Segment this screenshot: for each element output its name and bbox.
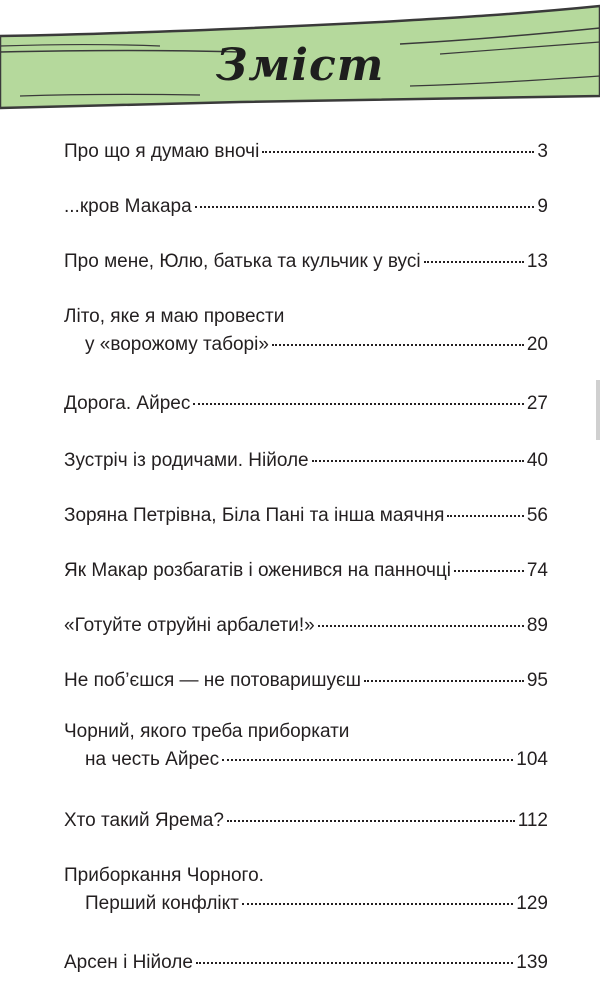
toc-entry-title: Не поб’єшся — не потоваришуєш	[64, 670, 361, 691]
toc-entry[interactable]	[64, 862, 548, 949]
leader-dots	[272, 344, 524, 346]
toc-entry-title: Як Макар розбагатів і оженився на панночці	[64, 560, 451, 581]
toc-page-number: 3	[537, 141, 548, 162]
leader-dots	[364, 680, 524, 682]
toc-entry-title: Зустріч із родичами. Нійоле	[64, 450, 309, 471]
leader-dots	[196, 962, 513, 964]
toc-entry[interactable]	[64, 718, 548, 807]
page-edge	[596, 380, 600, 440]
toc-entry[interactable]	[64, 390, 548, 447]
toc-page-number: 27	[526, 393, 548, 414]
toc-page-number: 95	[526, 670, 548, 691]
toc-page-number: 112	[517, 810, 548, 831]
toc-page-number: 104	[516, 749, 548, 770]
toc-entry[interactable]	[64, 193, 548, 248]
leader-dots	[242, 903, 513, 905]
leader-dots	[193, 403, 524, 405]
toc-entry-title: ...кров Макара	[64, 196, 192, 217]
toc-entry[interactable]	[64, 138, 548, 193]
toc-entry-title-continued: у «ворожому таборі»	[85, 334, 269, 355]
toc-entry-title-continued: на честь Айрес	[85, 749, 220, 770]
toc-entry-title: Зоряна Петрівна, Біла Пані та інша маячня	[64, 505, 445, 526]
toc-entry[interactable]	[64, 949, 548, 989]
toc-page-number: 9	[537, 196, 548, 217]
leader-dots	[222, 759, 513, 761]
toc-entry-title: «Готуйте отруйні арбалети!»	[64, 615, 315, 636]
toc-page-number: 20	[526, 334, 548, 355]
toc-entry-title: Хто такий Ярема?	[64, 810, 224, 831]
toc-page-number: 74	[526, 560, 548, 581]
toc-entry-title: Про що я думаю вночі	[64, 141, 260, 162]
toc-entry-title: Арсен і Нійоле	[64, 952, 193, 973]
toc-page-number: 89	[526, 615, 548, 636]
toc-entry[interactable]	[64, 502, 548, 557]
toc-entry-title: Дорога. Айрес	[64, 393, 191, 414]
toc-page-number: 13	[526, 251, 548, 272]
toc-entry[interactable]	[64, 667, 548, 718]
leader-dots	[318, 625, 524, 627]
toc-entry-title: Приборкання Чорного.	[64, 865, 264, 886]
toc-page-number: 139	[516, 952, 548, 973]
toc-entry[interactable]	[64, 612, 548, 667]
page-title: Зміст	[215, 40, 385, 91]
leader-dots	[424, 261, 524, 263]
leader-dots	[447, 515, 523, 517]
leader-dots	[312, 460, 524, 462]
toc-entry-title: Про мене, Юлю, батька та кульчик у вусі	[64, 251, 421, 272]
toc-entry[interactable]	[64, 248, 548, 303]
leader-dots	[195, 206, 535, 208]
toc-entry-title: Літо, яке я маю провести	[64, 306, 285, 327]
leader-dots	[227, 820, 515, 822]
toc-entry-title-continued: Перший конфлікт	[85, 893, 239, 914]
toc-entry-title: Чорний, якого треба приборкати	[64, 721, 350, 742]
toc-entry[interactable]	[64, 303, 548, 390]
table-of-contents	[64, 138, 548, 989]
toc-entry[interactable]	[64, 557, 548, 612]
toc-page-number: 56	[526, 505, 548, 526]
toc-entry[interactable]	[64, 807, 548, 862]
toc-entry[interactable]	[64, 447, 548, 502]
leader-dots	[454, 570, 524, 572]
toc-page-number: 40	[526, 450, 548, 471]
toc-page-number: 129	[516, 893, 548, 914]
leader-dots	[262, 151, 534, 153]
